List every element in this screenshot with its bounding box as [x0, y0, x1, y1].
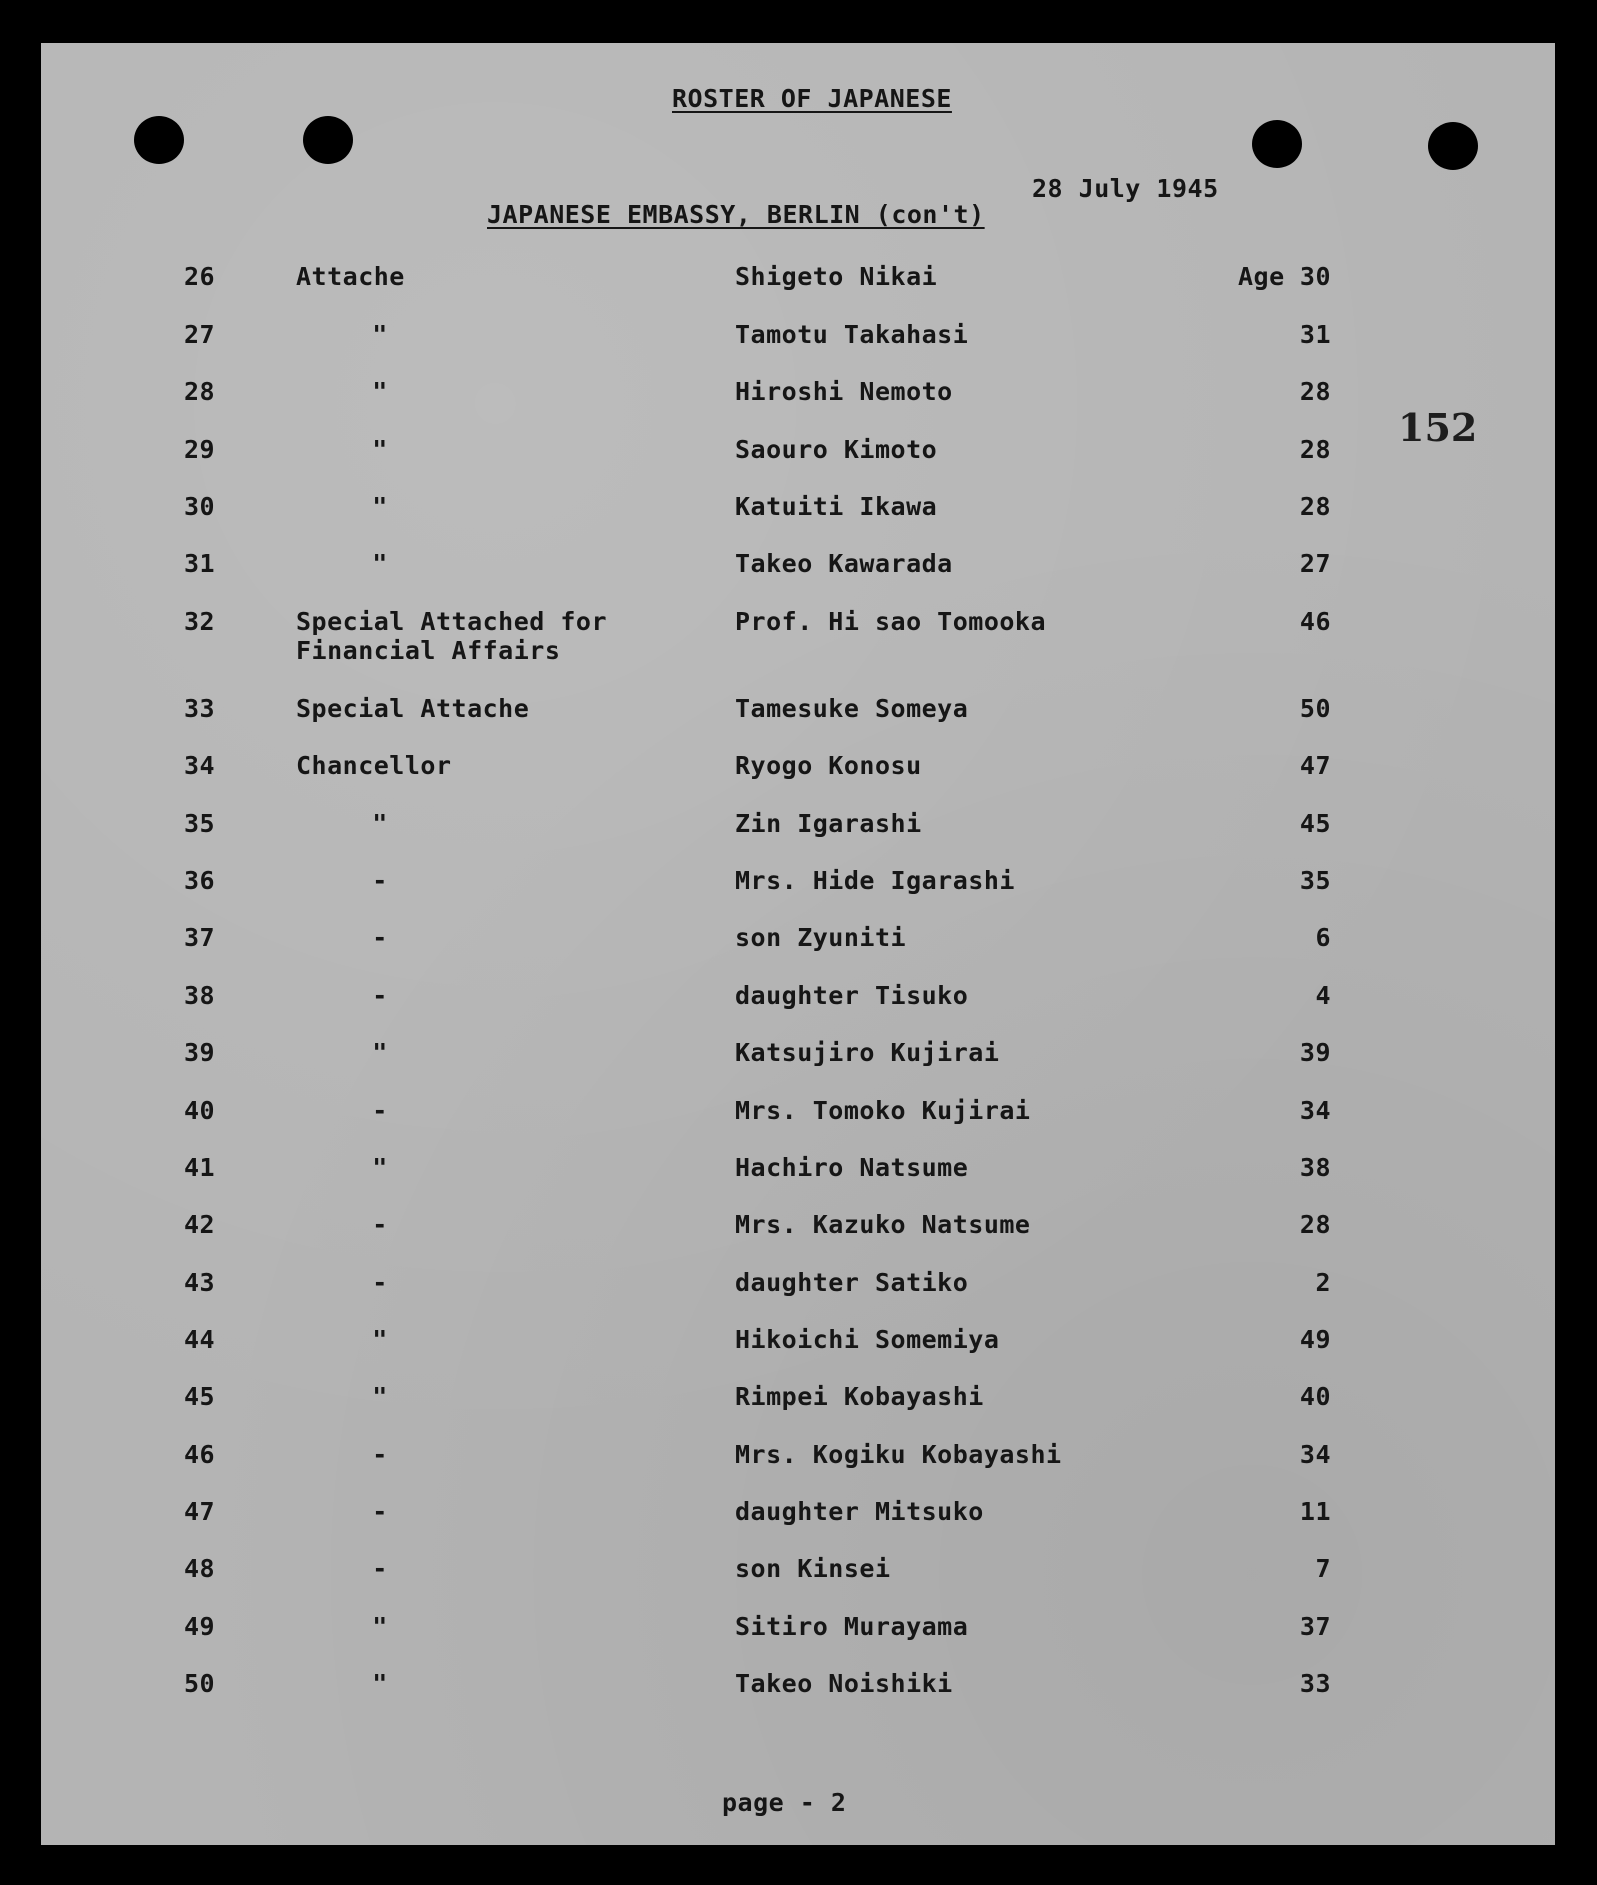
row-number: 42: [184, 1210, 216, 1239]
table-row: [0, 751, 1597, 807]
table-row: [0, 607, 1597, 663]
ditto-mark: ": [372, 549, 388, 578]
table-row: [0, 1669, 1597, 1725]
ditto-mark: ": [372, 1669, 388, 1698]
table-row: [0, 809, 1597, 865]
row-number: 40: [184, 1096, 216, 1125]
ditto-mark: ": [372, 1153, 388, 1182]
row-age: 31: [1299, 320, 1331, 349]
table-row: [0, 1096, 1597, 1152]
ditto-mark: ": [372, 809, 388, 838]
table-row: [0, 549, 1597, 605]
ditto-mark: ": [372, 1382, 388, 1411]
document-header: ROSTER OF JAPANESE: [672, 84, 952, 113]
row-age: 4: [1315, 981, 1331, 1010]
ditto-mark: ": [372, 1038, 388, 1067]
table-row: [0, 1440, 1597, 1496]
ditto-mark: -: [372, 1554, 388, 1583]
table-row: [0, 377, 1597, 433]
row-number: 46: [184, 1440, 216, 1469]
ditto-mark: ": [372, 1325, 388, 1354]
row-number: 41: [184, 1153, 216, 1182]
table-row: [0, 1268, 1597, 1324]
row-age: 34: [1299, 1440, 1331, 1469]
row-age: 7: [1315, 1554, 1331, 1583]
row-number: 32: [184, 607, 216, 636]
row-age: 47: [1299, 751, 1331, 780]
row-name: Hikoichi Somemiya: [735, 1325, 1000, 1354]
table-row: [0, 262, 1597, 318]
row-number: 28: [184, 377, 216, 406]
row-name: Takeo Kawarada: [735, 549, 953, 578]
row-number: 36: [184, 866, 216, 895]
row-name: Mrs. Kazuko Natsume: [735, 1210, 1031, 1239]
row-number: 38: [184, 981, 216, 1010]
row-number: 43: [184, 1268, 216, 1297]
row-age: 50: [1299, 694, 1331, 723]
row-age: 27: [1299, 549, 1331, 578]
row-name: daughter Satiko: [735, 1268, 969, 1297]
row-name: Saouro Kimoto: [735, 435, 938, 464]
table-row: [0, 1038, 1597, 1094]
row-number: 33: [184, 694, 216, 723]
row-name: Tamotu Takahasi: [735, 320, 969, 349]
ditto-mark: -: [372, 981, 388, 1010]
row-name: Ryogo Konosu: [735, 751, 922, 780]
table-row: [0, 492, 1597, 548]
table-row: [0, 694, 1597, 750]
row-title: Attache: [296, 262, 405, 291]
row-title: Special Attache: [296, 694, 530, 723]
row-number: 49: [184, 1612, 216, 1641]
ditto-mark: -: [372, 923, 388, 952]
row-number: 29: [184, 435, 216, 464]
table-row: [0, 1382, 1597, 1438]
row-number: 30: [184, 492, 216, 521]
table-row: [0, 320, 1597, 376]
row-age: 40: [1299, 1382, 1331, 1411]
row-name: Katsujiro Kujirai: [735, 1038, 1000, 1067]
punch-hole: [134, 116, 184, 164]
row-name: Mrs. Hide Igarashi: [735, 866, 1015, 895]
row-name: Takeo Noishiki: [735, 1669, 953, 1698]
row-number: 44: [184, 1325, 216, 1354]
table-row: [0, 1153, 1597, 1209]
row-number: 39: [184, 1038, 216, 1067]
row-name: Shigeto Nikai: [735, 262, 938, 291]
row-age: 35: [1299, 866, 1331, 895]
row-age: 33: [1299, 1669, 1331, 1698]
row-age: 6: [1315, 923, 1331, 952]
row-name: Tamesuke Someya: [735, 694, 969, 723]
table-row: [0, 435, 1597, 491]
row-name: Hachiro Natsume: [735, 1153, 969, 1182]
row-age: 38: [1299, 1153, 1331, 1182]
row-name: Hiroshi Nemoto: [735, 377, 953, 406]
table-row: [0, 1325, 1597, 1381]
table-row: [0, 1612, 1597, 1668]
row-number: 37: [184, 923, 216, 952]
row-name: son Kinsei: [735, 1554, 891, 1583]
row-age: 49: [1299, 1325, 1331, 1354]
ditto-mark: ": [372, 1612, 388, 1641]
row-number: 26: [184, 262, 216, 291]
punch-hole: [1252, 120, 1302, 168]
row-name: Rimpei Kobayashi: [735, 1382, 984, 1411]
row-age: 28: [1299, 492, 1331, 521]
table-row: [0, 923, 1597, 979]
table-row: [0, 1554, 1597, 1610]
ditto-mark: -: [372, 866, 388, 895]
ditto-mark: -: [372, 1210, 388, 1239]
page-footer: page - 2: [722, 1788, 847, 1817]
row-name: Prof. Hi sao Tomooka: [735, 607, 1047, 636]
row-age: 30: [1299, 262, 1331, 291]
row-number: 34: [184, 751, 216, 780]
ditto-mark: ": [372, 492, 388, 521]
row-number: 47: [184, 1497, 216, 1526]
document-date: 28 July 1945: [1032, 174, 1219, 203]
document-subheader: JAPANESE EMBASSY, BERLIN (con't): [487, 200, 985, 229]
ditto-mark: ": [372, 377, 388, 406]
row-name: Zin Igarashi: [735, 809, 922, 838]
row-name: Katuiti Ikawa: [735, 492, 938, 521]
row-number: 31: [184, 549, 216, 578]
row-age: 2: [1315, 1268, 1331, 1297]
ditto-mark: -: [372, 1497, 388, 1526]
row-age: 46: [1299, 607, 1331, 636]
row-age: 34: [1299, 1096, 1331, 1125]
row-number: 45: [184, 1382, 216, 1411]
table-row: [0, 866, 1597, 922]
row-number: 48: [184, 1554, 216, 1583]
table-row: [0, 1497, 1597, 1553]
stamp-number: 152: [1398, 405, 1478, 450]
row-number: 50: [184, 1669, 216, 1698]
row-age: 37: [1299, 1612, 1331, 1641]
row-name: Mrs. Tomoko Kujirai: [735, 1096, 1031, 1125]
row-title: Special Attached for Financial Affairs: [296, 607, 608, 665]
row-age: 45: [1299, 809, 1331, 838]
row-name: son Zyuniti: [735, 923, 907, 952]
table-row: [0, 981, 1597, 1037]
row-age: 28: [1299, 377, 1331, 406]
row-age: 11: [1299, 1497, 1331, 1526]
ditto-mark: ": [372, 435, 388, 464]
row-age: 39: [1299, 1038, 1331, 1067]
row-title: Chancellor: [296, 751, 452, 780]
age-column-label: Age: [1238, 262, 1285, 291]
ditto-mark: ": [372, 320, 388, 349]
row-number: 35: [184, 809, 216, 838]
ditto-mark: -: [372, 1096, 388, 1125]
punch-hole: [1428, 122, 1478, 170]
row-number: 27: [184, 320, 216, 349]
row-name: Sitiro Murayama: [735, 1612, 969, 1641]
row-name: daughter Tisuko: [735, 981, 969, 1010]
row-age: 28: [1299, 1210, 1331, 1239]
table-row: [0, 1210, 1597, 1266]
row-name: daughter Mitsuko: [735, 1497, 984, 1526]
ditto-mark: -: [372, 1440, 388, 1469]
ditto-mark: -: [372, 1268, 388, 1297]
punch-hole: [303, 116, 353, 164]
row-age: 28: [1299, 435, 1331, 464]
row-name: Mrs. Kogiku Kobayashi: [735, 1440, 1062, 1469]
